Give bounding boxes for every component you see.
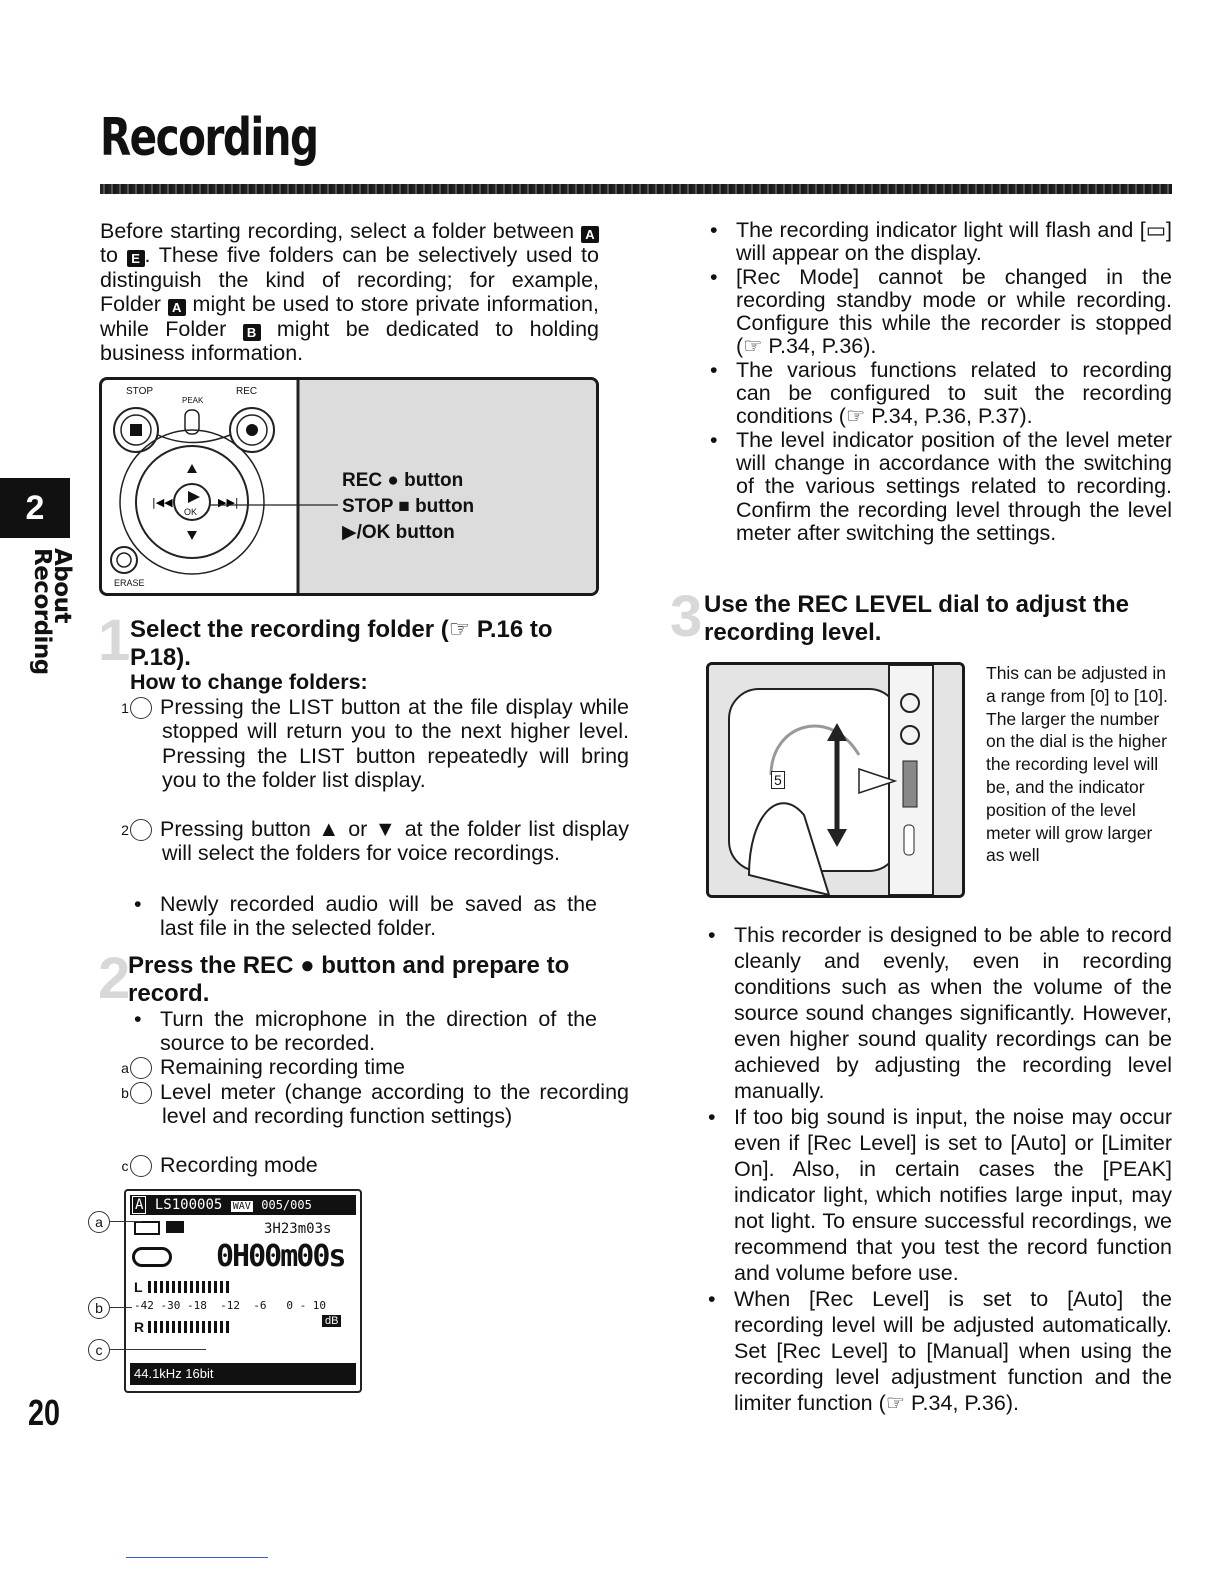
footer-line	[126, 1557, 268, 1558]
svg-text:▶▶|: ▶▶|	[218, 496, 239, 509]
step-2-bullet: • Turn the microphone in the direction of the source to be recorded.	[130, 1007, 597, 1056]
legend-b-marker: b	[130, 1082, 152, 1104]
right-bottom-bullet-3: • When [Rec Level] is set to [Auto] the recording level will be adjusted automatically. Set [Rec Level] to [Manual] when using the recording level adjustment function and the limiter function (☞ P.34, P.36).	[704, 1286, 1172, 1416]
battery-icon	[134, 1221, 160, 1235]
right-top-bullets	[706, 219, 1172, 545]
step-2-bullets	[130, 1007, 597, 1056]
legend-c-marker: c	[130, 1155, 152, 1177]
meter-scale: -42 -30 -18 -12 -6 0 - 10	[134, 1299, 327, 1312]
item-marker-2: 2	[130, 819, 152, 841]
display-header	[130, 1195, 356, 1215]
meter-right-bar	[148, 1321, 232, 1333]
stop-button-callout: STOP ■ button	[342, 496, 475, 517]
callout-b: b	[88, 1297, 110, 1319]
rec-level-dial-illustration	[709, 665, 962, 895]
remaining-time: 3H23m03s	[264, 1221, 332, 1237]
right-bottom-bullet-2: • If too big sound is input, the noise may occur even if [Rec Level] is set to [Auto] or [Limiter On]. Also, in certain cases the [PEAK] indicator light, which notifies large input, may not light. To ensure successful recordings, we recommend that you test the record function and volume before use.	[704, 1104, 1172, 1286]
chapter-tab-number: 2	[0, 478, 70, 538]
intro-text-2: to	[100, 243, 118, 268]
intro-text-5: might be dedicated to holding business information.	[100, 316, 599, 366]
step-1-subheading: How to change folders:	[130, 670, 368, 694]
step-1-item-1-text: Pressing the LIST button at the file display while stopped will return you to the next higher level. Pressing the LIST button repeatedly will bring you to the folder list display.	[160, 695, 629, 793]
file-format: WAV	[232, 1201, 251, 1212]
legend-b-text: Level meter (change according to the recording level and recording function settings)	[160, 1080, 629, 1129]
right-bottom-bullet-1: • This recorder is designed to be able to record cleanly and evenly, even in recording conditions such as when the volume of the source sound changes significantly. However, even higher sound quality recordings can be achieved by adjusting the recording level manually.	[704, 922, 1172, 1104]
mic-input-icon	[166, 1221, 184, 1233]
stop-label: STOP	[126, 386, 154, 397]
chapter-tab-title: About Recording	[29, 548, 75, 675]
db-indicator: dB	[322, 1315, 341, 1327]
legend-a-text: Remaining recording time	[160, 1055, 405, 1079]
recorder-display	[124, 1189, 362, 1393]
right-top-bullet-3: • The various functions related to recording can be configured to suit the recording conditions (☞ P.34, P.36, P.37).	[706, 359, 1172, 429]
step-1-item-2	[121, 817, 629, 866]
right-bottom-bullets	[704, 922, 1172, 1416]
right-top-bullet-2: • [Rec Mode] cannot be changed in the recording standby mode or while recording. Configure this while the recorder is stopped (☞ P.34, P.36).	[706, 266, 1172, 359]
dial-digit: 5	[771, 771, 785, 789]
legend-a-marker: a	[130, 1057, 152, 1079]
file-count: 005/005	[261, 1198, 312, 1212]
record-mode-icon	[132, 1247, 172, 1267]
file-name: LS100005	[154, 1197, 223, 1213]
ok-label: OK	[184, 507, 198, 517]
callout-a: a	[88, 1211, 110, 1233]
intro-text-3: . These five folders can be selectively used to distinguish the kind of recording; for example, Folder	[100, 243, 599, 317]
page-number: 20	[28, 1392, 61, 1433]
intro-text-4: might be used to store private information, while Folder	[100, 292, 599, 341]
step-1-item-1	[121, 695, 629, 793]
intro-paragraph	[100, 219, 599, 365]
intro-text-1: Before starting recording, select a folder between	[100, 219, 575, 243]
meter-left-bar	[148, 1281, 232, 1293]
erase-label: ERASE	[114, 578, 145, 588]
step-2-number: 2	[98, 946, 131, 1011]
step-3-number: 3	[670, 584, 703, 649]
folder-indicator: A	[132, 1196, 146, 1214]
elapsed-time: 0H00m00s	[216, 1239, 345, 1274]
peak-label: PEAK	[182, 396, 204, 405]
item-marker-1: 1	[130, 697, 152, 719]
play-ok-button-callout: ▶/OK button	[342, 522, 455, 543]
step-1-bullet: • Newly recorded audio will be saved as the last file in the selected folder.	[130, 892, 597, 941]
legend-b	[121, 1080, 629, 1129]
step-1-bullets	[130, 892, 597, 941]
legend-c	[121, 1153, 629, 1177]
button-callouts	[342, 468, 474, 546]
title-rule	[100, 184, 1172, 194]
folder-b-icon: B	[243, 324, 261, 341]
folder-a-icon: A	[581, 226, 599, 243]
step-3-heading: Use the REC LEVEL dial to adjust the recording level.	[704, 591, 1129, 646]
rec-level-figure	[706, 662, 965, 898]
legend-a	[121, 1055, 629, 1079]
folder-a-icon: A	[168, 299, 186, 316]
rec-label: REC	[236, 386, 258, 397]
callout-c: c	[88, 1339, 110, 1361]
right-top-bullet-1: • The recording indicator light will flash and [▭] will appear on the display.	[706, 219, 1172, 266]
button-figure	[99, 377, 599, 596]
callout-b-line	[110, 1307, 132, 1308]
svg-text:|◀◀: |◀◀	[152, 496, 173, 509]
right-top-bullet-4: • The level indicator position of the level meter will change in accordance with the switching of the various settings related to recording. Confirm the recording level through the level meter after switching the settings.	[706, 429, 1172, 545]
meter-left-label: L	[134, 1279, 143, 1295]
folder-e-icon: E	[127, 250, 145, 267]
step-1-number: 1	[98, 608, 131, 673]
recording-mode-bar: 44.1kHz 16bit	[130, 1363, 356, 1385]
callout-c-line	[110, 1349, 206, 1350]
page-title: Recording	[100, 108, 318, 168]
rec-button-callout: REC ● button	[342, 470, 464, 491]
step-1-item-2-text: Pressing button ▲ or ▼ at the folder list display will select the folders for voice recordings.	[160, 817, 629, 866]
step-1-heading: Select the recording folder (☞ P.16 to P.18).	[130, 616, 553, 671]
legend-c-text: Recording mode	[160, 1153, 318, 1177]
rec-level-note: This can be adjusted in a range from [0] to [10]. The larger the number on the dial is the higher the recording level will be, and the indicator position of the level meter will grow larger as well	[986, 663, 1168, 866]
callout-a-line	[110, 1221, 142, 1222]
meter-right-label: R	[134, 1319, 145, 1335]
step-2-heading: Press the REC ● button and prepare to record.	[128, 952, 570, 1007]
